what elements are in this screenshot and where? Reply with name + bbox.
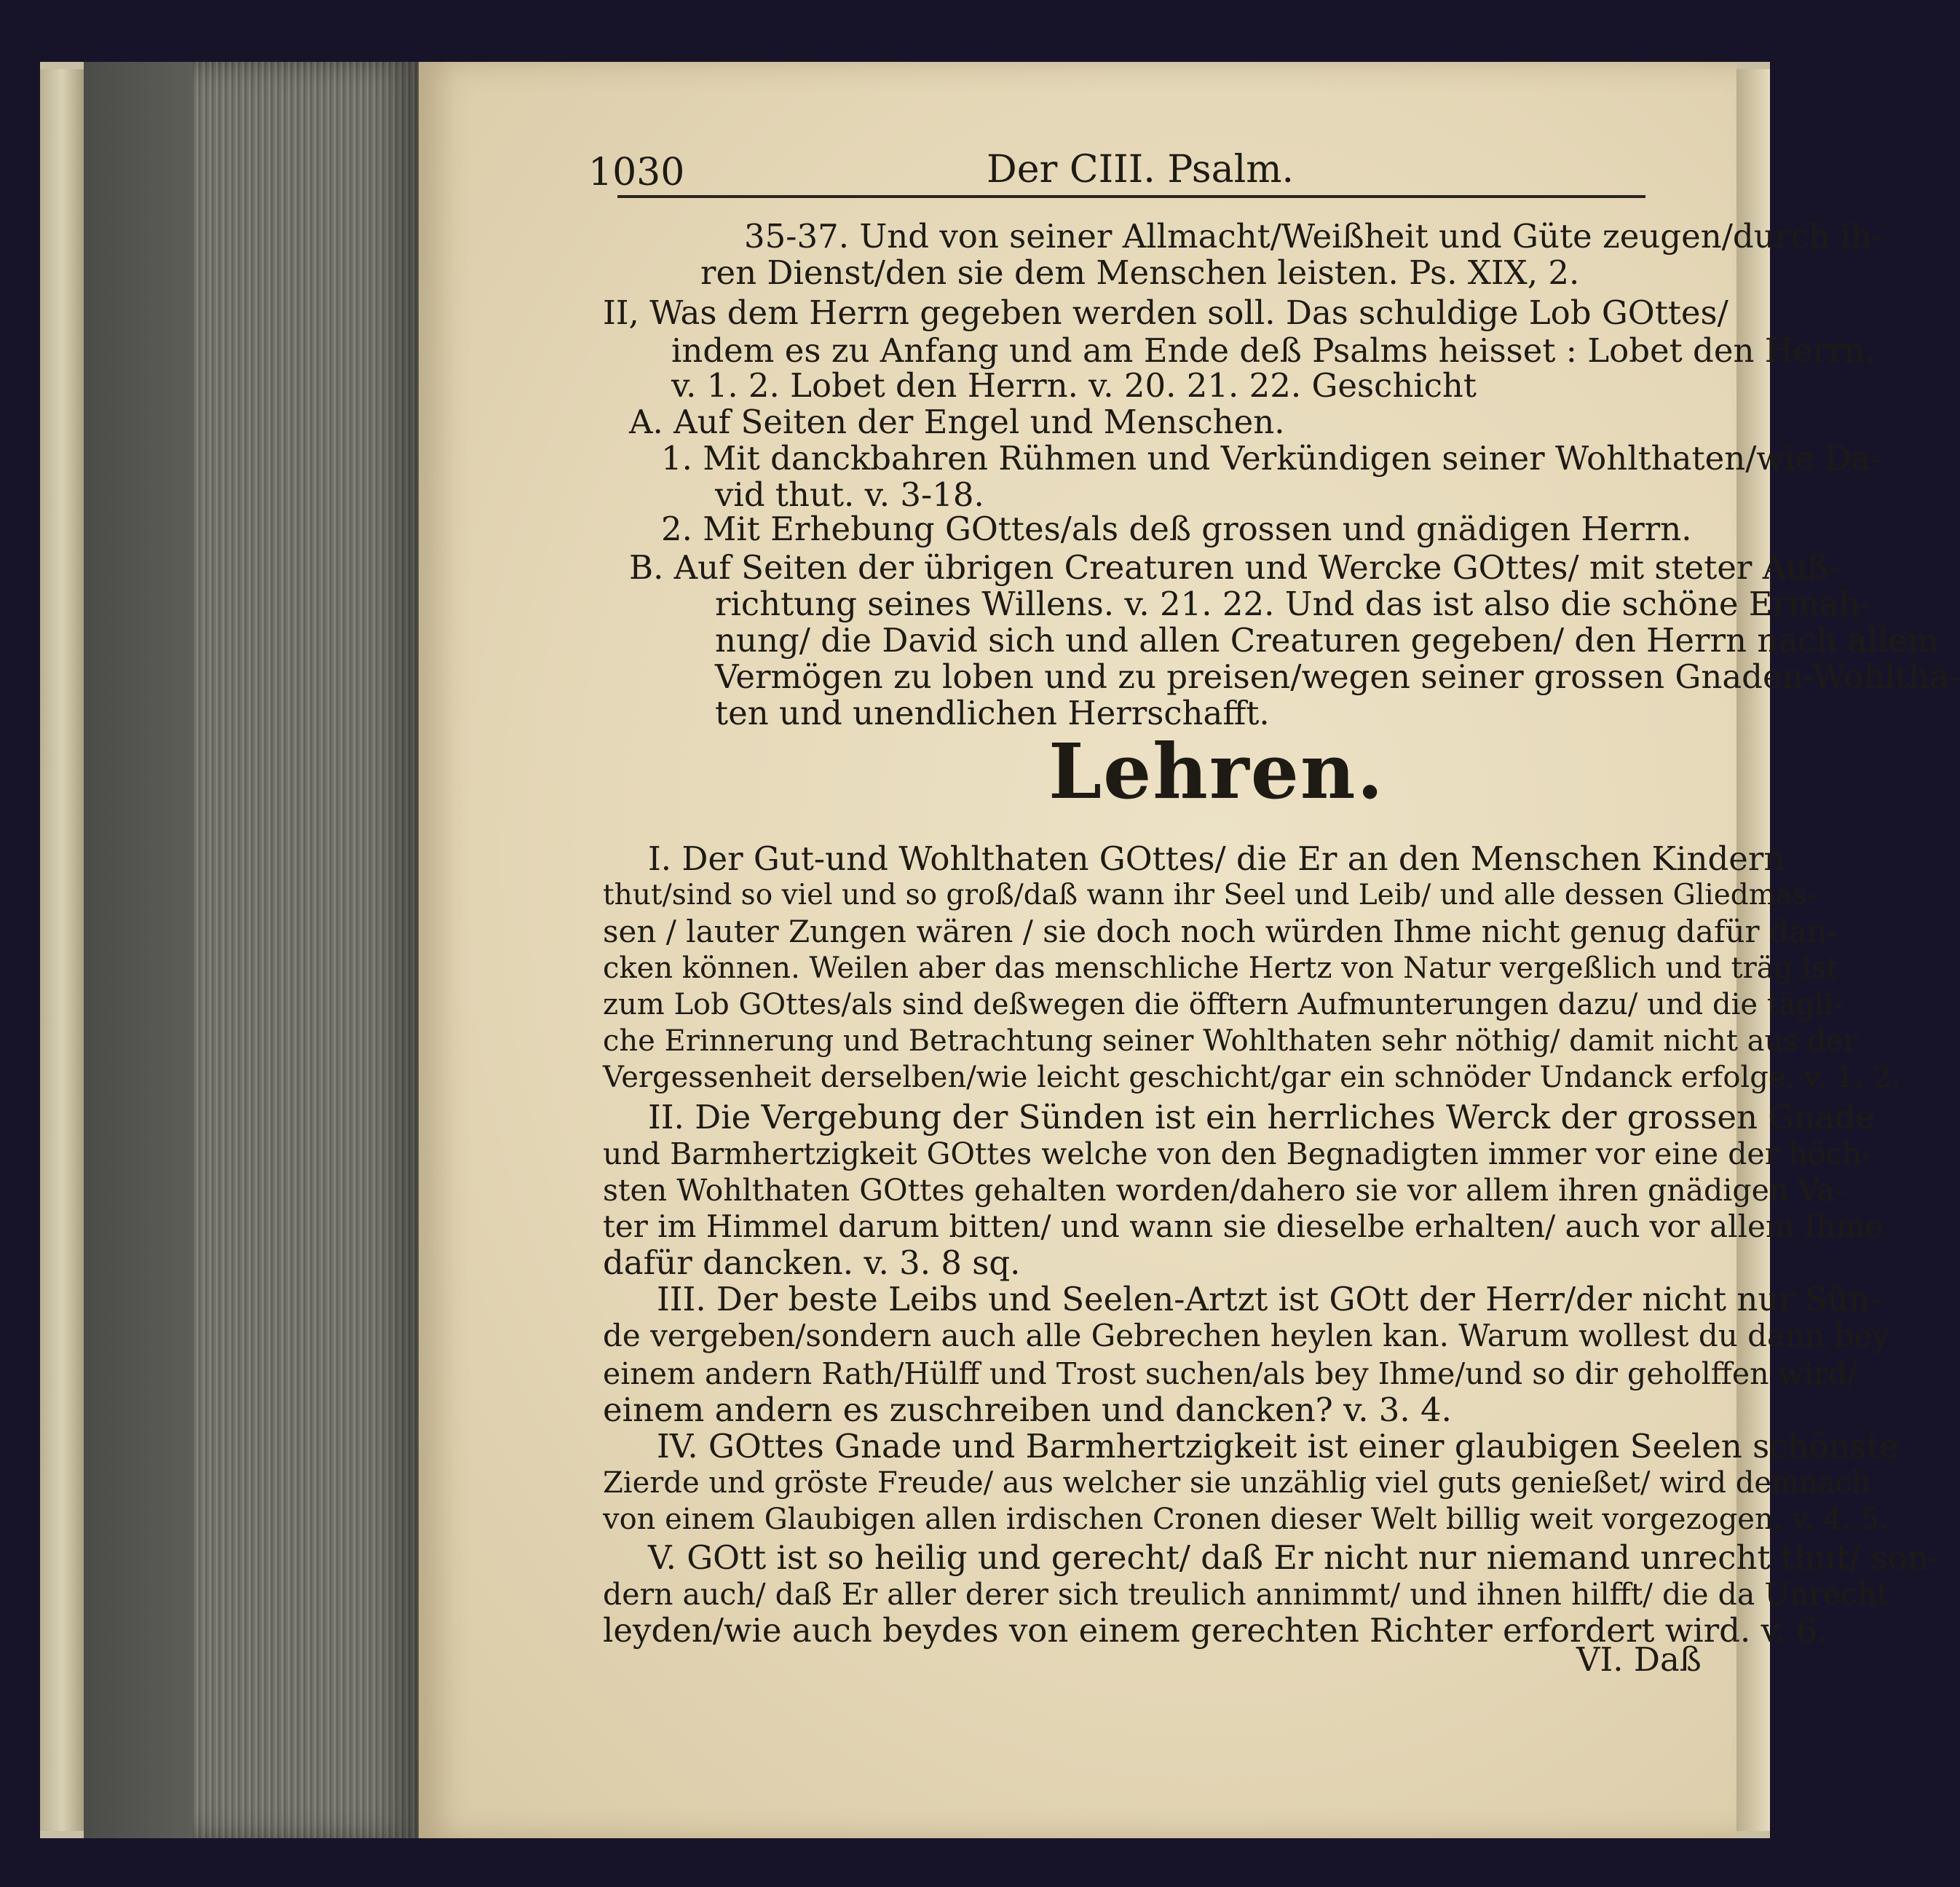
text-line: ter im Himmel darum bitten/ und wann sie dieselbe erhalten/ auch vor allem Ihme	[603, 1208, 1884, 1244]
text-line: einem andern es zuschreiben und dancken? v. 3. 4.	[603, 1390, 1452, 1429]
text-line: ten und unendlichen Herrschafft.	[715, 694, 1270, 732]
catchword: VI. Daß	[1576, 1640, 1702, 1679]
text-line: dern auch/ daß Er aller derer sich treulich annimmt/ und ihnen hilfft/ die da Unrecht	[603, 1577, 1889, 1612]
text-line: II. Die Vergebung der Sünden ist ein herrliches Werck der grossen Gnade	[648, 1098, 1876, 1136]
text-line: III. Der beste Leibs und Seelen-Artzt ist GOtt der Herr/der nicht nur Sün-	[657, 1280, 1881, 1318]
book-spine-edge	[40, 69, 84, 1831]
text-line: che Erinnerung und Betrachtung seiner Wohlthaten sehr nöthig/ damit nicht aus der	[603, 1024, 1857, 1058]
text-line: Vergessenheit derselben/wie leicht geschicht/gar ein schnöder Undanck erfolge. v. 1. 2.	[603, 1061, 1901, 1094]
text-line: indem es zu Anfang und am Ende deß Psalms heisset : Lobet den Herrn.	[671, 331, 1876, 370]
text-line: dafür dancken. v. 3. 8 sq.	[603, 1243, 1021, 1282]
text-line: 2. Mit Erhebung GOttes/als deß grossen und gnädigen Herrn.	[661, 510, 1692, 548]
text-line: II, Was dem Herrn gegeben werden soll. Das schuldige Lob GOttes/	[603, 293, 1728, 332]
text-line: 1. Mit danckbahren Rühmen und Verkündigen seiner Wohlthaten/wie Da-	[661, 439, 1882, 478]
page-number: 1030	[588, 151, 685, 194]
text-line: A. Auf Seiten der Engel und Menschen.	[629, 403, 1285, 441]
text-line: Zierde und gröste Freude/ aus welcher sie unzählig viel guts genießet/ wird demnach	[603, 1466, 1870, 1500]
text-line: cken können. Weilen aber das menschliche Hertz von Natur vergeßlich und träg ist	[603, 952, 1838, 985]
text-line: IV. GOttes Gnade und Barmhertzigkeit ist einer glaubigen Seelen schönste	[657, 1427, 1900, 1465]
text-line: einem andern Rath/Hülff und Trost suchen/als bey Ihme/und so dir geholffen wird/	[603, 1356, 1857, 1391]
section-heading: Lehren.	[1048, 727, 1385, 816]
text-line: v. 1. 2. Lobet den Herrn. v. 20. 21. 22. Geschicht	[671, 366, 1477, 405]
text-line: B. Auf Seiten der übrigen Creaturen und Wercke GOttes/ mit steter Auß-	[629, 548, 1841, 587]
text-line: nung/ die David sich und allen Creaturen gegeben/ den Herrn nach allem	[715, 621, 1939, 660]
text-line: zum Lob GOttes/als sind deßwegen die öfftern Aufmunterungen dazu/ und die tägli-	[603, 988, 1844, 1021]
page-block-shadow	[84, 62, 193, 1838]
text-line: und Barmhertzigkeit GOttes welche von den Begnadigten immer vor eine der höch-	[603, 1136, 1872, 1171]
text-line: leyden/wie auch beydes von einem gerechten Richter erfordert wird. v. 6.	[603, 1611, 1828, 1650]
running-title: Der CIII. Psalm.	[987, 148, 1295, 191]
text-line: ren Dienst/den sie dem Menschen leisten. Ps. XIX, 2.	[700, 253, 1580, 292]
text-line: I. Der Gut-und Wohlthaten GOttes/ die Er an den Menschen Kindern	[648, 839, 1785, 878]
text-line: 35-37. Und von seiner Allmacht/Weißheit und Güte zeugen/durch ih-	[744, 217, 1884, 256]
text-line: thut/sind so viel und so groß/daß wann ihr Seel und Leib/ und alle dessen Gliedmas-	[603, 879, 1817, 911]
text-line: V. GOtt ist so heilig und gerecht/ daß Er nicht nur niemand unrecht thut/ son-	[648, 1538, 1940, 1577]
header-rule	[617, 195, 1645, 198]
text-line: sten Wohlthaten GOttes gehalten worden/dahero sie vor allem ihren gnädigen Va-	[603, 1173, 1845, 1208]
text-line: de vergeben/sondern auch alle Gebrechen heylen kan. Warum wollest du dann bey	[603, 1318, 1890, 1353]
text-line: vid thut. v. 3-18.	[715, 475, 984, 514]
text-line: richtung seines Willens. v. 21. 22. Und das ist also die schöne Ermah-	[715, 585, 1871, 623]
text-line: sen / lauter Zungen wären / sie doch noch würden Ihme nicht genug dafür dan-	[603, 914, 1838, 949]
text-line: von einem Glaubigen allen irdischen Cronen dieser Welt billig weit vorgezogen. v. 4. 5.	[603, 1503, 1889, 1536]
text-line: Vermögen zu loben und zu preisen/wegen seiner grossen Gnaden-Wohltha-	[715, 657, 1960, 696]
